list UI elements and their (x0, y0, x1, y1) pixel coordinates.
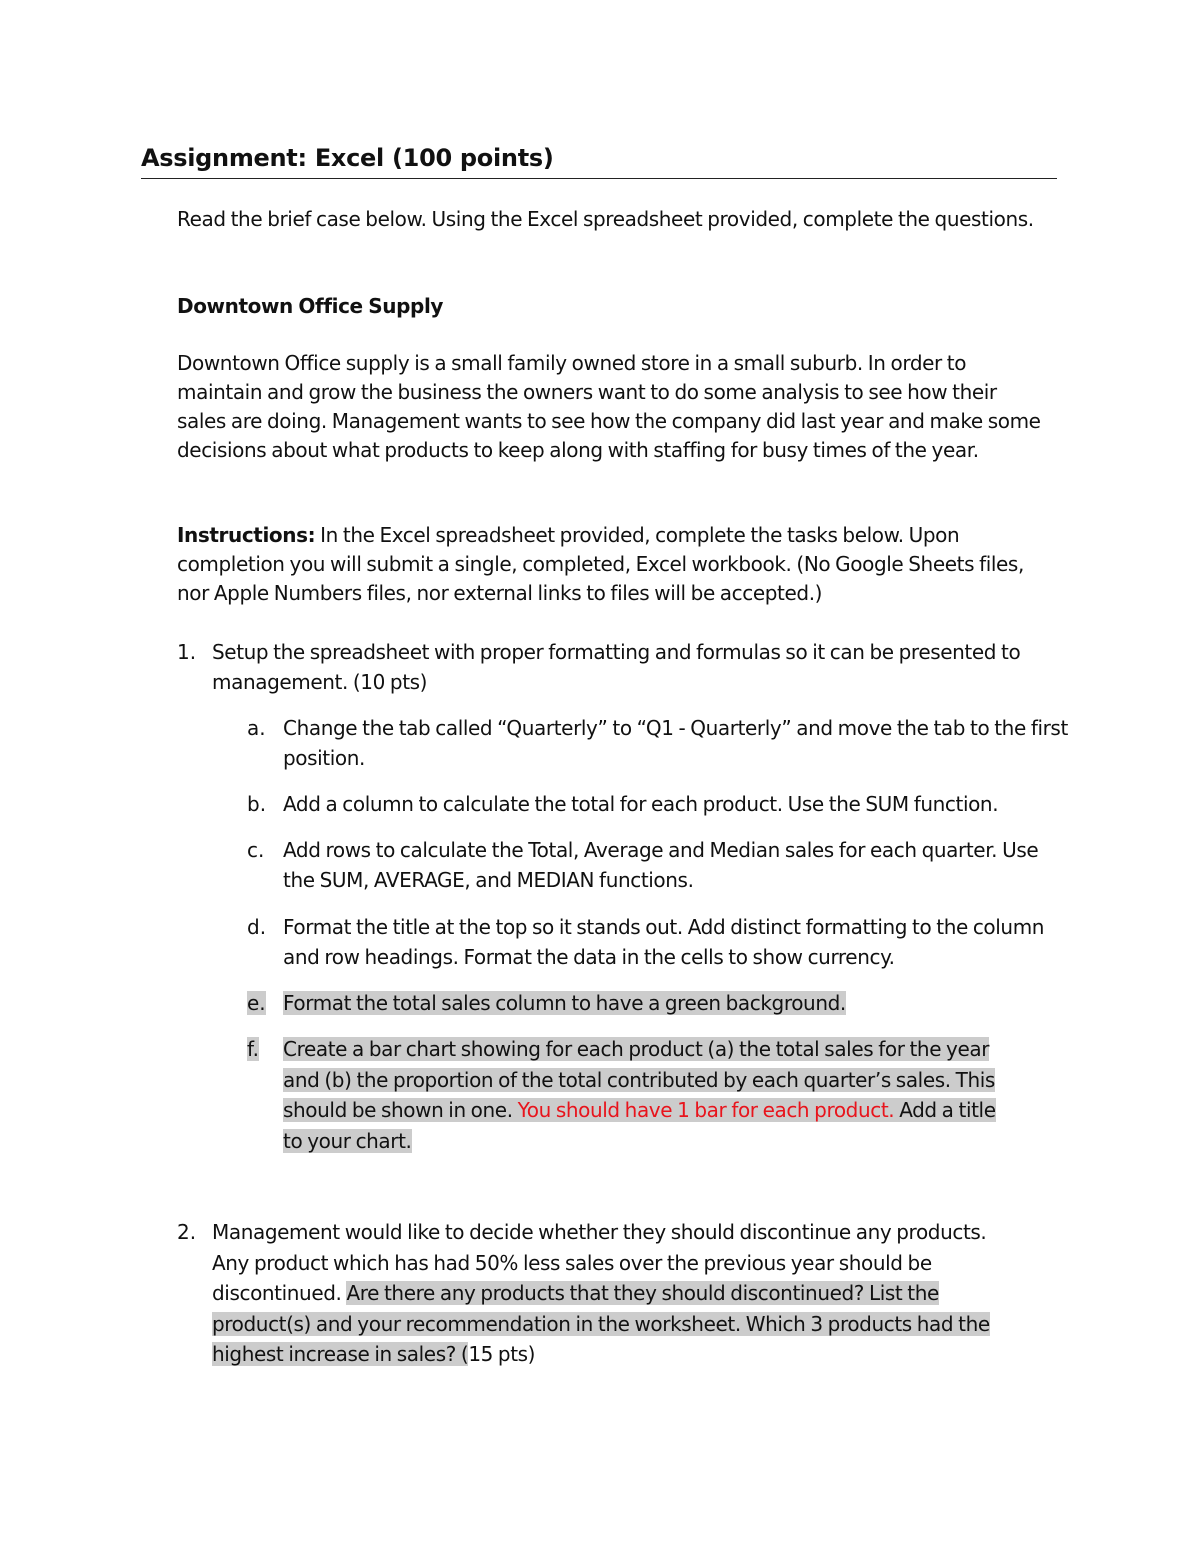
q1f-emphasis: You should have 1 bar for each product. (517, 1098, 895, 1122)
q1a-letter: a. (247, 716, 266, 740)
q1e-text: Format the total sales column to have a green background. (283, 991, 846, 1015)
q1e-letter: e. (247, 991, 266, 1015)
q1b-text: Add a column to calculate the total for each product. Use the SUM function. (283, 792, 999, 816)
q1d-letter: d. (247, 915, 267, 939)
q1a-text: Change the tab called “Quarterly” to “Q1 - Quarterly” and move the tab to the first position. (283, 716, 1068, 770)
q1f-letter: f. (247, 1037, 259, 1061)
instructions-label: Instructions: (177, 523, 316, 547)
page-title: Assignment: Excel (100 points) (141, 142, 1057, 179)
q1f-text: Create a bar chart showing for each product (a) the total sales for the year and (b) the proportion of the total contributed by each quarter’s sales. This should be shown in one. You should have 1 bar for each product. Add a title to your chart. (283, 1037, 996, 1153)
q2-number: 2. (177, 1220, 197, 1244)
intro-paragraph: Read the brief case below. Using the Excel spreadsheet provided, complete the questions. (177, 207, 1034, 231)
case-heading: Downtown Office Supply (177, 294, 444, 318)
q1c-letter: c. (247, 838, 265, 862)
instructions-paragraph (177, 521, 1037, 608)
q1d-text: Format the title at the top so it stands out. Add distinct formatting to the column and row headings. Format the data in the cells to show currency. (283, 915, 1045, 969)
instructions-text: In the Excel spreadsheet provided, complete the tasks below. Upon completion you will submit a single, completed, Excel workbook. (No Google Sheets files, nor Apple Numbers files, nor external links to files will be accepted.) (177, 523, 1024, 605)
q2-text: Management would like to decide whether they should discontinue any products. Any product which has had 50% less sales over the previous year should be discontinued. Are there any products that they should discontinued? List the product(s) and your recommendation in the worksheet. Which 3 products had the highest increase in sales? (15 pts) (212, 1220, 990, 1366)
q1c-text: Add rows to calculate the Total, Average and Median sales for each quarter. Use the SUM, AVERAGE, and MEDIAN functions. (283, 838, 1039, 892)
case-paragraph: Downtown Office supply is a small family owned store in a small suburb. In order to maintain and grow the business the owners want to do some analysis to see how their sales are doing. Management wants to see how the company did last year and make some decisions about what products to keep along with staffing for busy times of the year. (177, 351, 1041, 462)
q1-text: Setup the spreadsheet with proper formatting and formulas so it can be presented to management. (10 pts) (212, 640, 1021, 694)
q1-number: 1. (177, 640, 197, 664)
q1b-letter: b. (247, 792, 267, 816)
